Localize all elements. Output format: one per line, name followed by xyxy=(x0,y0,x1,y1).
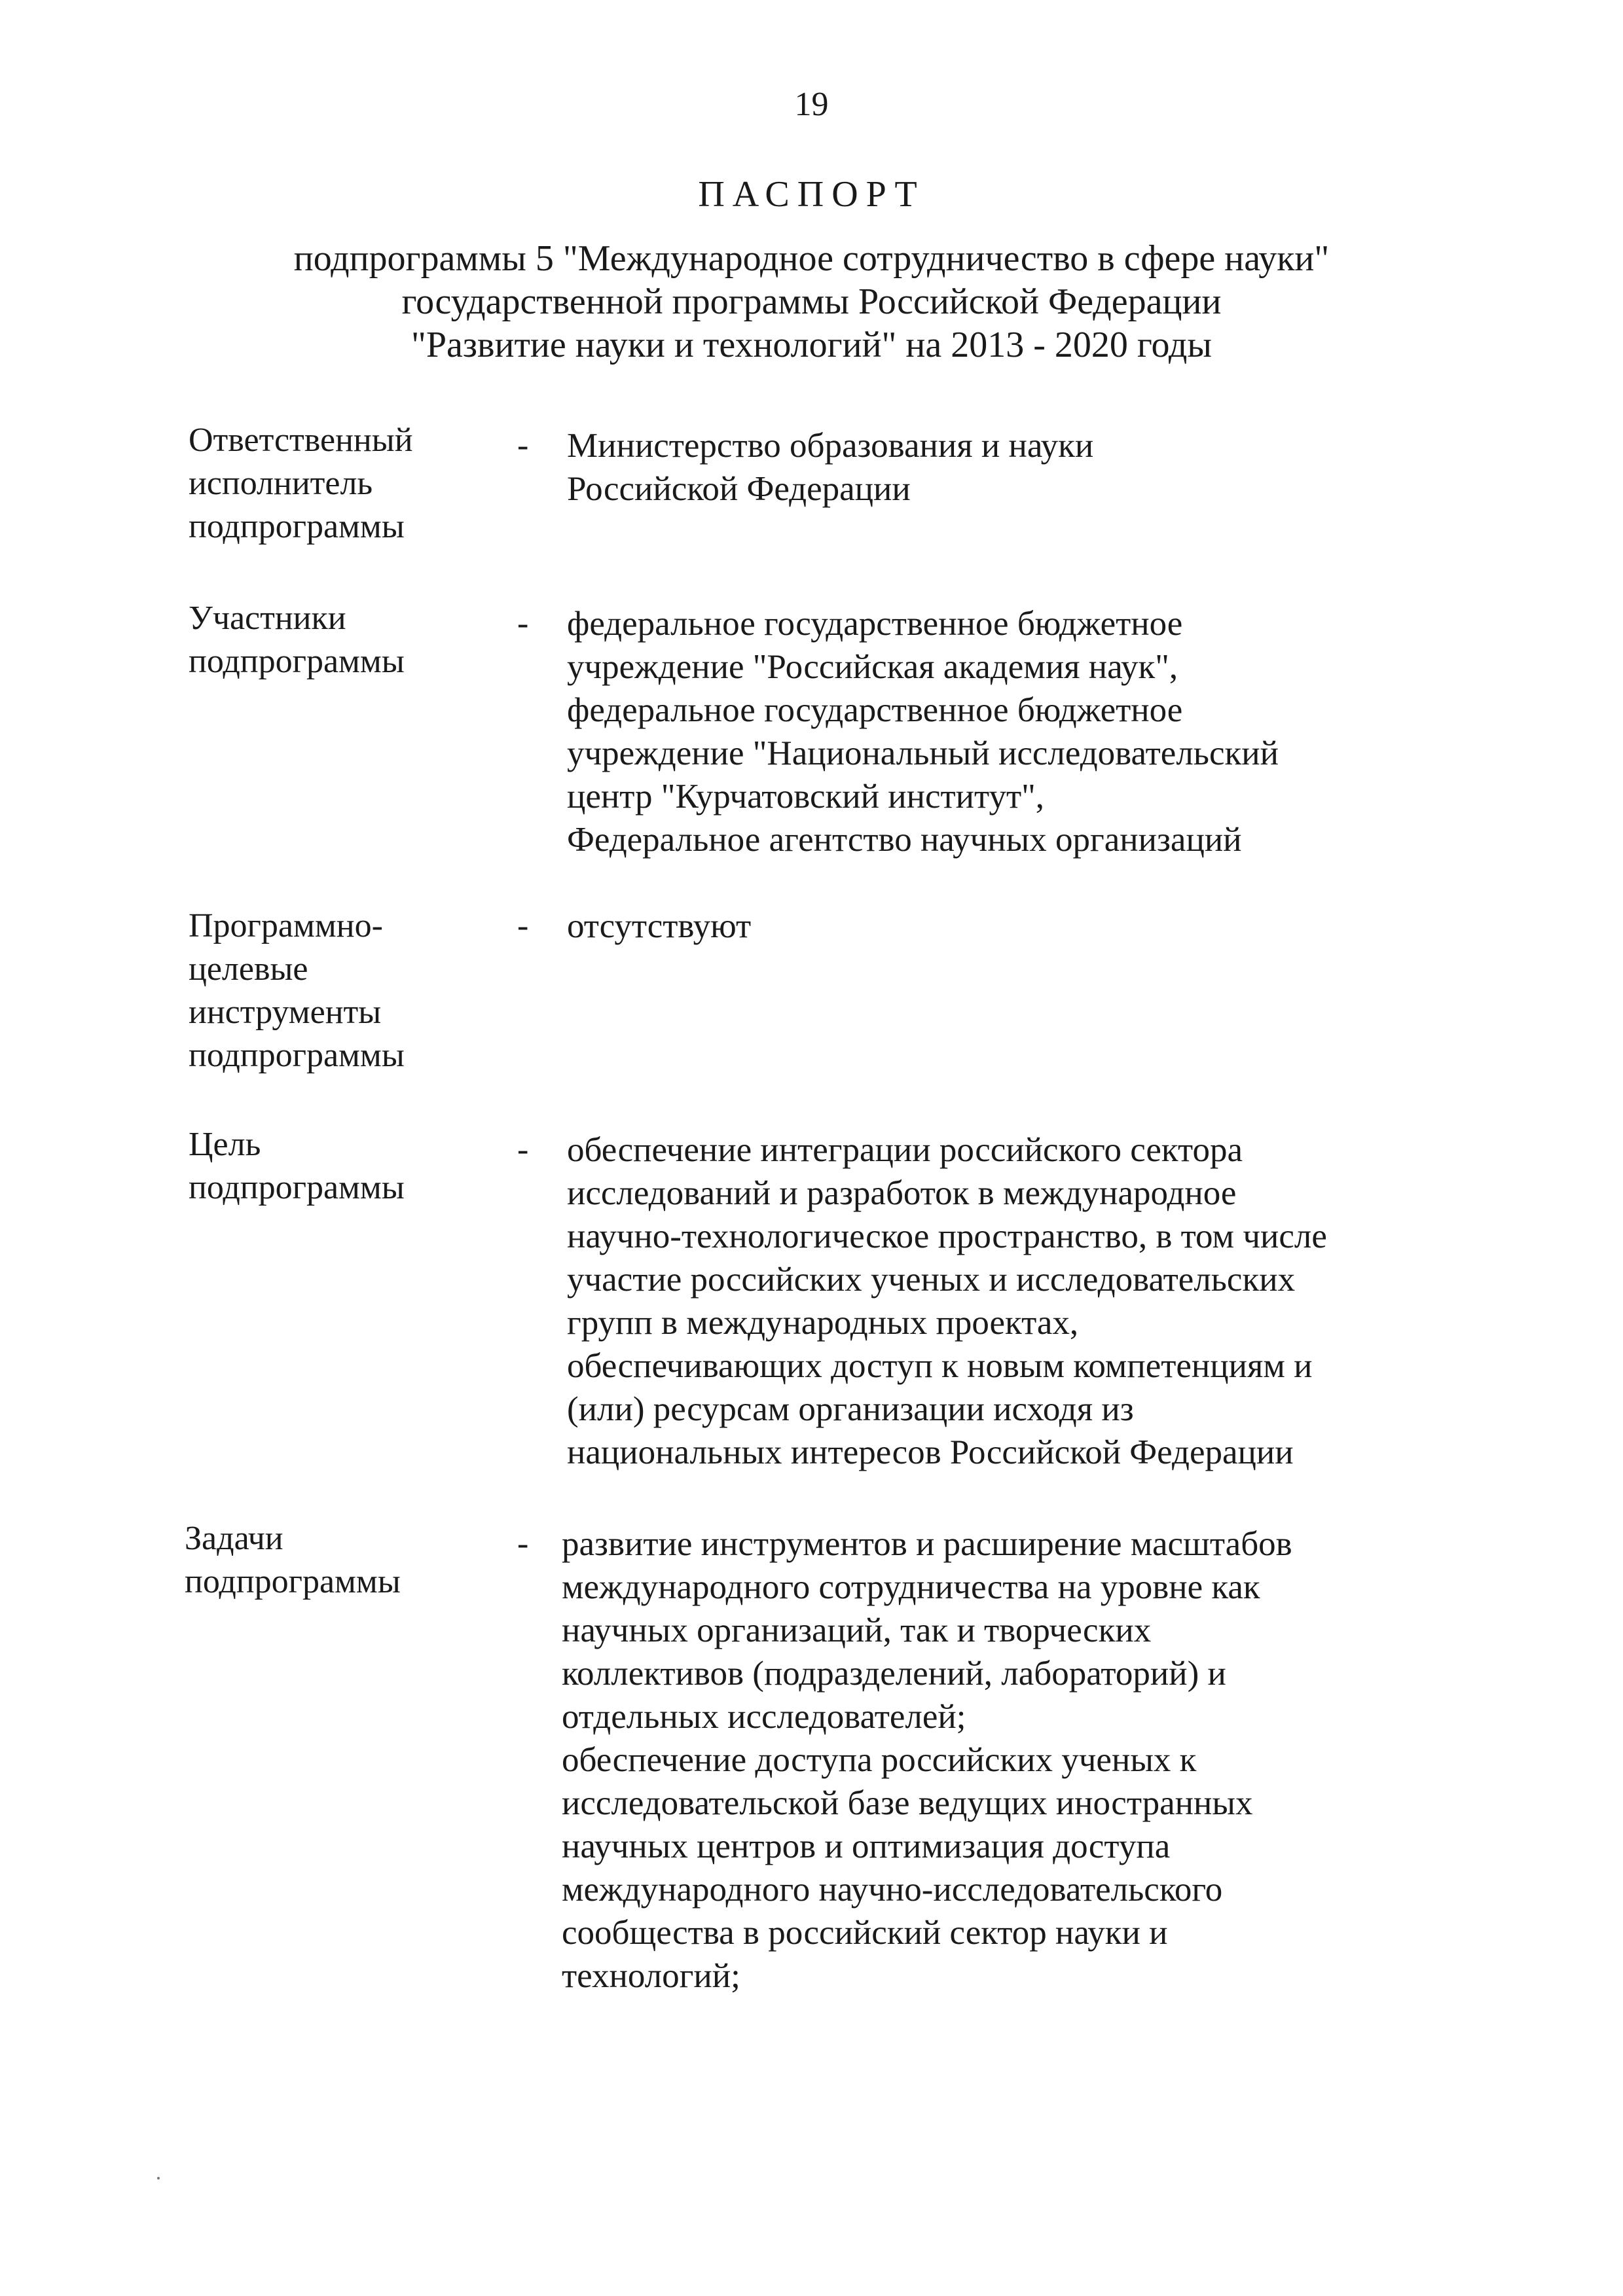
row-dash: - xyxy=(517,605,529,642)
value-line: развитие инструментов и расширение масштабов xyxy=(562,1525,1292,1563)
value-line: международного сотрудничества на уровне как xyxy=(562,1568,1260,1606)
label-line: целевые xyxy=(189,950,308,988)
row-label xyxy=(185,1517,492,1604)
value-line: исследовательской базе ведущих иностранных xyxy=(562,1784,1253,1822)
value-line: технологий; xyxy=(562,1957,740,1995)
document-title: ПАСПОРТ xyxy=(698,174,925,215)
row-value xyxy=(567,905,1438,948)
label-line: исполнитель xyxy=(189,465,373,502)
value-line: научных организаций, так и творческих xyxy=(562,1611,1152,1649)
row-dash: - xyxy=(517,427,529,464)
value-line: сообщества в российский сектор науки и xyxy=(562,1914,1168,1952)
label-line: подпрограммы xyxy=(189,1037,405,1074)
label-line: подпрограммы xyxy=(189,1169,405,1206)
value-line: коллективов (подразделений, лабораторий) и xyxy=(562,1655,1226,1693)
value-line: учреждение "Российская академия наук", xyxy=(567,648,1178,686)
value-line: исследований и разработок в международное xyxy=(567,1174,1237,1212)
row-label xyxy=(189,597,496,683)
document-subtitle xyxy=(0,237,1623,367)
value-line: групп в международных проектах, xyxy=(567,1304,1079,1342)
row-label xyxy=(189,905,496,1077)
row-value xyxy=(562,1522,1432,1998)
value-line: федеральное государственное бюджетное xyxy=(567,691,1183,729)
label-line: Задачи xyxy=(185,1520,283,1557)
label-line: Цель xyxy=(189,1126,261,1163)
row-dash: - xyxy=(517,1525,529,1562)
label-line: подпрограммы xyxy=(189,508,405,545)
value-line: центр "Курчатовский институт", xyxy=(567,778,1045,816)
row-dash: - xyxy=(517,1131,529,1168)
value-line: Министерство образования и науки xyxy=(567,427,1094,465)
value-line: отсутствуют xyxy=(567,907,752,945)
label-line: Программно- xyxy=(189,907,383,944)
value-line: Российской Федерации xyxy=(567,470,911,508)
label-line: подпрограммы xyxy=(185,1563,401,1600)
row-value xyxy=(567,424,1438,511)
subtitle-line: подпрограммы 5 "Международное сотрудничество в сфере науки" xyxy=(293,238,1330,279)
value-line: отдельных исследователей; xyxy=(562,1698,966,1736)
label-line: Участники xyxy=(189,600,346,637)
value-line: международного научно-исследовательского xyxy=(562,1871,1223,1909)
page-number: 19 xyxy=(794,86,829,123)
scan-speck xyxy=(157,2177,160,2179)
value-line: Федеральное агентство научных организаций xyxy=(567,821,1242,859)
value-line: научно-технологическое пространство, в том числе xyxy=(567,1217,1327,1255)
row-dash: - xyxy=(517,907,529,944)
label-line: инструменты xyxy=(189,994,382,1031)
value-line: (или) ресурсам организации исходя из xyxy=(567,1390,1134,1428)
subtitle-line: государственной программы Российской Федерации xyxy=(401,281,1222,322)
row-label xyxy=(189,1123,496,1210)
value-line: участие российских ученых и исследовательских xyxy=(567,1261,1296,1299)
subtitle-line: "Развитие науки и технологий" на 2013 - 2020 годы xyxy=(411,325,1212,365)
value-line: обеспечение доступа российских ученых к xyxy=(562,1741,1197,1779)
label-line: Ответственный xyxy=(189,422,413,459)
value-line: учреждение "Национальный исследовательский xyxy=(567,734,1279,772)
row-value xyxy=(567,602,1438,861)
value-line: федеральное государственное бюджетное xyxy=(567,605,1183,643)
value-line: обеспечивающих доступ к новым компетенциям и xyxy=(567,1347,1313,1385)
value-line: научных центров и оптимизация доступа xyxy=(562,1827,1171,1865)
value-line: национальных интересов Российской Федерации xyxy=(567,1433,1294,1471)
row-label xyxy=(189,419,496,548)
value-line: обеспечение интеграции российского сектора xyxy=(567,1131,1243,1169)
row-value xyxy=(567,1128,1438,1474)
label-line: подпрограммы xyxy=(189,643,405,680)
